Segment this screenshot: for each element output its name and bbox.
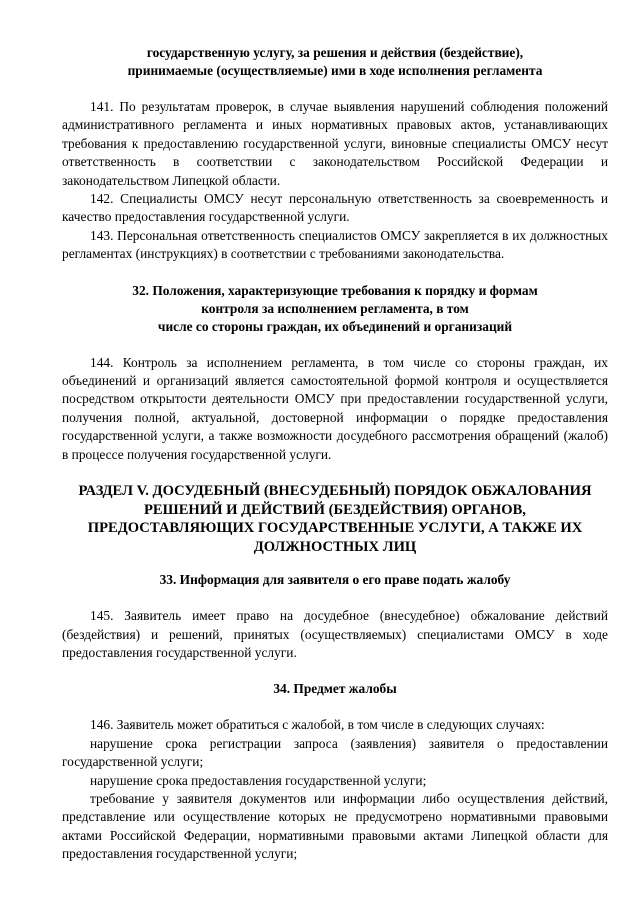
razdel-5-heading-line3: ПРЕДОСТАВЛЯЮЩИХ ГОСУДАРСТВЕННЫЕ УСЛУГИ, А ТАКЖЕ ИХ [87, 520, 583, 537]
heading-top-line1: государственную услугу, за решения и действия (бездействие), [146, 45, 524, 60]
razdel-5-heading-line4: ДОЛЖНОСТНЫХ ЛИЦ [253, 538, 417, 555]
paragraph-144: 144. Контроль за исполнением регламента, в том числе со стороны граждан, их объединений и организаций является самостоятельной формой контроля и осуществляется посредством открытости деятельности ОМСУ при предоставлении государственной услуги, получения полной, актуальной, достоверной информации о порядке предоставления государственной услуги, а также возможности досудебного рассмотрения обращений (жалоб) в процессе получения государственной услуги. [62, 354, 608, 462]
section-34-heading: 34. Предмет жалобы [273, 681, 397, 697]
heading-top-line2: принимаемые (осуществляемые) ими в ходе исполнения регламента [127, 63, 543, 78]
section-32-heading-line3: числе со стороны граждан, их объединений и организаций [157, 318, 513, 334]
paragraph-146-intro: 146. Заявитель может обратиться с жалобой, в том числе в следующих случаях: [90, 717, 545, 733]
razdel-5-heading-line2: РЕШЕНИЙ И ДЕЙСТВИЙ (БЕЗДЕЙСТВИЯ) ОРГАНОВ, [144, 501, 526, 518]
paragraph-143: 143. Персональная ответственность специалистов ОМСУ закрепляется в их должностных регламентах (инструкциях) в соответствии с требованиями законодательства. [62, 227, 608, 262]
paragraph-146-item-3: требование у заявителя документов или информации либо осуществления действий, представление или осуществление которых не предусмотрено нормативными правовыми актами Российской Федерации, нормативными правовыми актами Липецкой области для предоставления государственной услуги; [62, 790, 608, 862]
document-page [62, 44, 608, 864]
paragraph-145: 145. Заявитель имеет право на досудебное (внесудебное) обжалование действий (бездействия) и решений, принятых (осуществляемых) специалистами ОМСУ в ходе предоставления государственной услуги. [62, 608, 608, 660]
paragraph-142: 142. Специалисты ОМСУ несут персональную ответственность за своевременность и качество предоставления государственной услуги. [62, 191, 608, 225]
paragraph-146-item-1: нарушение срока регистрации запроса (заявления) заявителя о предоставлении государственной услуги; [62, 735, 608, 770]
section-32-heading-line2: контроля за исполнением регламента, в том [201, 300, 469, 316]
paragraph-141: 141. По результатам проверок, в случае выявления нарушений соблюдения положений административного регламента и иных нормативных правовых актов, устанавливающих требования к предоставлению государственной услуги, виновные специалисты ОМСУ несут ответственность в соответствии с законодательством Российской Федерации и законодательством Липецкой области. [62, 99, 608, 188]
razdel-5-heading-line1: РАЗДЕЛ V. ДОСУДЕБНЫЙ (ВНЕСУДЕБНЫЙ) ПОРЯДОК ОБЖАЛОВАНИЯ [78, 483, 592, 500]
section-33-heading: 33. Информация для заявителя о его праве подать жалобу [159, 572, 511, 588]
paragraph-146-item-2: нарушение срока предоставления государственной услуги; [90, 772, 427, 788]
section-32-heading-line1: 32. Положения, характеризующие требования к порядку и формам [132, 282, 538, 298]
